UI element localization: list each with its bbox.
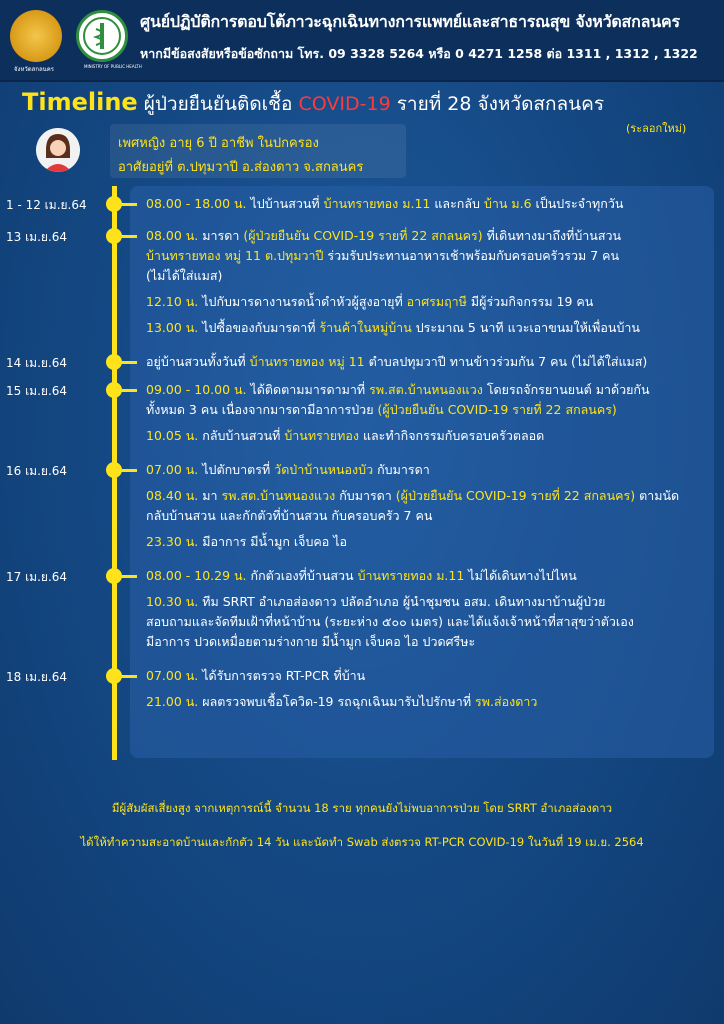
event-text: กลับบ้านสวนที่	[198, 428, 285, 443]
timeline-event-line	[146, 352, 706, 372]
footer-note-2: ได้ให้ทำความสะอาดบ้านและกักตัว 14 วัน และนัดทำ Swab ส่งตรวจ RT-PCR COVID-19 ในวันที่ 19 เม.ย. 2564	[80, 835, 644, 849]
timeline-event	[146, 566, 706, 652]
highlight-text: 23.30 น.	[146, 534, 199, 549]
highlight-text: บ้านทรายทอง หมู่ 11 ต.ปทุมวาปี	[146, 248, 324, 263]
patient-avatar-icon	[36, 128, 80, 172]
timeline-event-line	[146, 592, 706, 612]
timeline-event-line	[146, 566, 706, 586]
event-text: ที่เดินทางมาถึงที่บ้านสวน	[482, 228, 622, 243]
timeline-event-line	[146, 426, 706, 446]
title-covid: COVID-19	[298, 93, 391, 115]
timeline-event-line	[146, 246, 706, 266]
event-text: ไปตักบาตรที่	[198, 462, 275, 477]
timeline-date: 16 เม.ย.64	[6, 464, 68, 478]
timeline-event-line	[146, 226, 706, 246]
event-text: ไปบ้านสวนที่	[246, 196, 324, 211]
event-text: ทั้งหมด 3 คน เนื่องจากมารดามีอาการป่วย	[146, 402, 378, 417]
event-text: ประมาณ 5 นาที แวะเอาขนมให้เพื่อนบ้าน	[411, 320, 640, 335]
highlight-text: (ผู้ป่วยยืนยัน COVID-19 รายที่ 22 สกลนคร)	[243, 228, 483, 243]
timeline-event	[146, 380, 706, 446]
event-text: ทีม SRRT อำเภอส่องดาว ปลัดอำเภอ ผู้นำชุมชน อสม. เดินทางมาบ้านผู้ป่วย	[198, 594, 606, 609]
page-title	[22, 88, 604, 119]
timeline-event-line	[146, 506, 706, 526]
highlight-text: บ้านทรายทอง ม.11	[357, 568, 465, 583]
title-prefix: Timeline	[22, 88, 138, 116]
title-suffix: รายที่ 28 จังหวัดสกลนคร	[390, 93, 605, 115]
highlight-text: 13.00 น.	[146, 320, 199, 335]
timeline-date: 18 เม.ย.64	[6, 670, 68, 684]
event-text: ผลตรวจพบเชื้อโควิด-19 รถฉุกเฉินมารับไปรักษาที่	[198, 694, 476, 709]
event-text: กลับบ้านสวน และกักตัวที่บ้านสวน กับครอบครัว 7 คน	[146, 508, 433, 523]
event-text: และกลับ	[430, 196, 484, 211]
highlight-text: 21.00 น.	[146, 694, 199, 709]
timeline-event-line	[146, 666, 706, 686]
event-text: เป็นประจำทุกวัน	[531, 196, 624, 211]
event-text: ตำบลปทุมวาปี ทานข้าวร่วมกัน 7 คน (ไม่ได้ใส่แมส)	[364, 354, 648, 369]
timeline-connector	[117, 235, 137, 238]
timeline-event-line	[146, 194, 706, 214]
highlight-text: 08.00 - 10.29 น.	[146, 568, 247, 583]
highlight-text: 10.05 น.	[146, 428, 199, 443]
timeline-event-line	[146, 266, 706, 286]
timeline-date: 15 เม.ย.64	[6, 384, 68, 398]
highlight-text: 07.00 น.	[146, 462, 199, 477]
timeline-event	[146, 226, 706, 338]
event-text: โดยรถจักรยานยนต์ มาด้วยกัน	[482, 382, 650, 397]
timeline-date: 13 เม.ย.64	[6, 230, 68, 244]
patient-line-2: อาศัยอยู่ที่ ต.ปทุมวาปี อ.ส่องดาว จ.สกลนคร	[118, 160, 364, 175]
timeline-event-line	[146, 380, 706, 400]
ministry-of-public-health-logo	[76, 10, 128, 62]
timeline-connector	[117, 203, 137, 206]
highlight-text: รพ.สต.บ้านหนองแวง	[369, 382, 483, 397]
highlight-text: วัดป่าบ้านหนองบัว	[274, 462, 374, 477]
patient-line-1: เพศหญิง อายุ 6 ปี อาชีพ ในปกครอง	[118, 136, 319, 151]
event-text: ไม่ได้เดินทางไปไหน	[464, 568, 577, 583]
highlight-text: 08.40 น.	[146, 488, 199, 503]
event-text: ตามนัด	[635, 488, 680, 503]
timeline-event-line	[146, 318, 706, 338]
highlight-text: บ้านทรายทอง หมู่ 11	[249, 354, 365, 369]
highlight-text: 09.00 - 10.00 น.	[146, 382, 247, 397]
highlight-text: 08.00 - 18.00 น.	[146, 196, 247, 211]
highlight-text: บ้านทรายทอง	[284, 428, 359, 443]
timeline-event-line	[146, 400, 706, 420]
header-bar	[0, 0, 724, 82]
event-text: ได้ติดตามมารดามาที่	[246, 382, 370, 397]
highlight-text: บ้านทรายทอง ม.11	[323, 196, 431, 211]
event-text: สอบถามและจัดทีมเฝ้าที่หน้าบ้าน (ระยะห่าง ๕๐๐ เมตร) และได้แจ้งเจ้าหน้าที่สาสุขว่าตัวเอง	[146, 614, 634, 629]
event-text: อยู่บ้านสวนทั้งวันที่	[146, 354, 250, 369]
header-title: ศูนย์ปฏิบัติการตอบโต้ภาวะฉุกเฉินทางการแพทย์และสาธารณสุข จังหวัดสกลนคร	[140, 12, 680, 31]
event-text: กับมารดา	[373, 462, 430, 477]
timeline-event-line	[146, 486, 706, 506]
timeline-connector	[117, 469, 137, 472]
event-text: มีผู้ร่วมกิจกรรม 19 คน	[466, 294, 594, 309]
timeline-connector	[117, 575, 137, 578]
event-text: ไปซื้อของกับมารดาที่	[198, 320, 320, 335]
footer-note-1: มีผู้สัมผัสเสี่ยงสูง จากเหตุการณ์นี้ จำนวน 18 ราย ทุกคนยังไม่พบอาการป่วย โดย SRRT อำเภอส่องดาว	[111, 801, 613, 815]
event-text: ร่วมรับประทานอาหารเช้าพร้อมกับครอบครัวรวม 7 คน	[323, 248, 620, 263]
timeline-connector	[117, 361, 137, 364]
reissue-label: (ระลอกใหม่)	[626, 122, 687, 135]
timeline-connector	[117, 675, 137, 678]
highlight-text: (ผู้ป่วยยืนยัน COVID-19 รายที่ 22 สกลนคร)	[395, 488, 636, 503]
highlight-text: 08.00 น.	[146, 228, 199, 243]
timeline-event-line	[146, 632, 706, 652]
timeline-date: 1 - 12 เม.ย.64	[6, 198, 87, 212]
timeline-event-line	[146, 692, 706, 712]
timeline-connector	[117, 389, 137, 392]
highlight-text: 10.30 น.	[146, 594, 199, 609]
highlight-text: 07.00 น.	[146, 668, 199, 683]
timeline-event-line	[146, 460, 706, 480]
header-contact: หากมีข้อสงสัยหรือข้อซักถาม โทร. 09 3328 5264 หรือ 0 4271 1258 ต่อ 1311 , 1312 , 1322	[140, 46, 698, 61]
event-text: ได้รับการตรวจ RT-PCR ที่บ้าน	[198, 668, 366, 683]
highlight-text: อาศรมฤาษี	[406, 294, 467, 309]
highlight-text: รพ.สต.บ้านหนองแวง	[221, 488, 336, 503]
title-middle: ผู้ป่วยยืนยันติดเชื้อ	[137, 93, 299, 115]
event-text: กับมารดา	[335, 488, 396, 503]
highlight-text: ร้านค้าในหมู่บ้าน	[319, 320, 412, 335]
timeline-event	[146, 666, 706, 712]
event-text: และทำกิจกรรมกับครอบครัวตลอด	[358, 428, 545, 443]
timeline-event-line	[146, 612, 706, 632]
event-text: (ไม่ได้ใส่แมส)	[146, 268, 223, 283]
event-text: มีอาการ ปวดเหมื่อยตามร่างกาย มีน้ำมูก เจ็บคอ ไอ ปวดศรีษะ	[146, 634, 476, 649]
highlight-text: 12.10 น.	[146, 294, 199, 309]
highlight-text: รพ.ส่องดาว	[475, 694, 538, 709]
timeline-event-line	[146, 532, 706, 552]
timeline-event-line	[146, 292, 706, 312]
moph-emblem-icon	[79, 13, 125, 59]
timeline-event	[146, 352, 706, 372]
timeline-event	[146, 194, 706, 214]
timeline-event	[146, 460, 706, 552]
highlight-text: (ผู้ป่วยยืนยัน COVID-19 รายที่ 22 สกลนคร)	[377, 402, 617, 417]
province-seal-caption: จังหวัดสกลนคร	[14, 66, 54, 73]
event-text: ไปกับมารดางานรดน้ำดำหัวผู้สูงอายุที่	[198, 294, 407, 309]
province-seal-logo	[10, 10, 62, 62]
event-text: กักตัวเองที่บ้านสวน	[246, 568, 358, 583]
event-text: มีอาการ มีน้ำมูก เจ็บคอ ไอ	[198, 534, 348, 549]
highlight-text: บ้าน ม.6	[483, 196, 532, 211]
timeline-date: 17 เม.ย.64	[6, 570, 68, 584]
event-text: มารดา	[198, 228, 244, 243]
event-text: มา	[198, 488, 222, 503]
ministry-logo-caption: MINISTRY OF PUBLIC HEALTH	[84, 64, 142, 69]
timeline-date: 14 เม.ย.64	[6, 356, 68, 370]
